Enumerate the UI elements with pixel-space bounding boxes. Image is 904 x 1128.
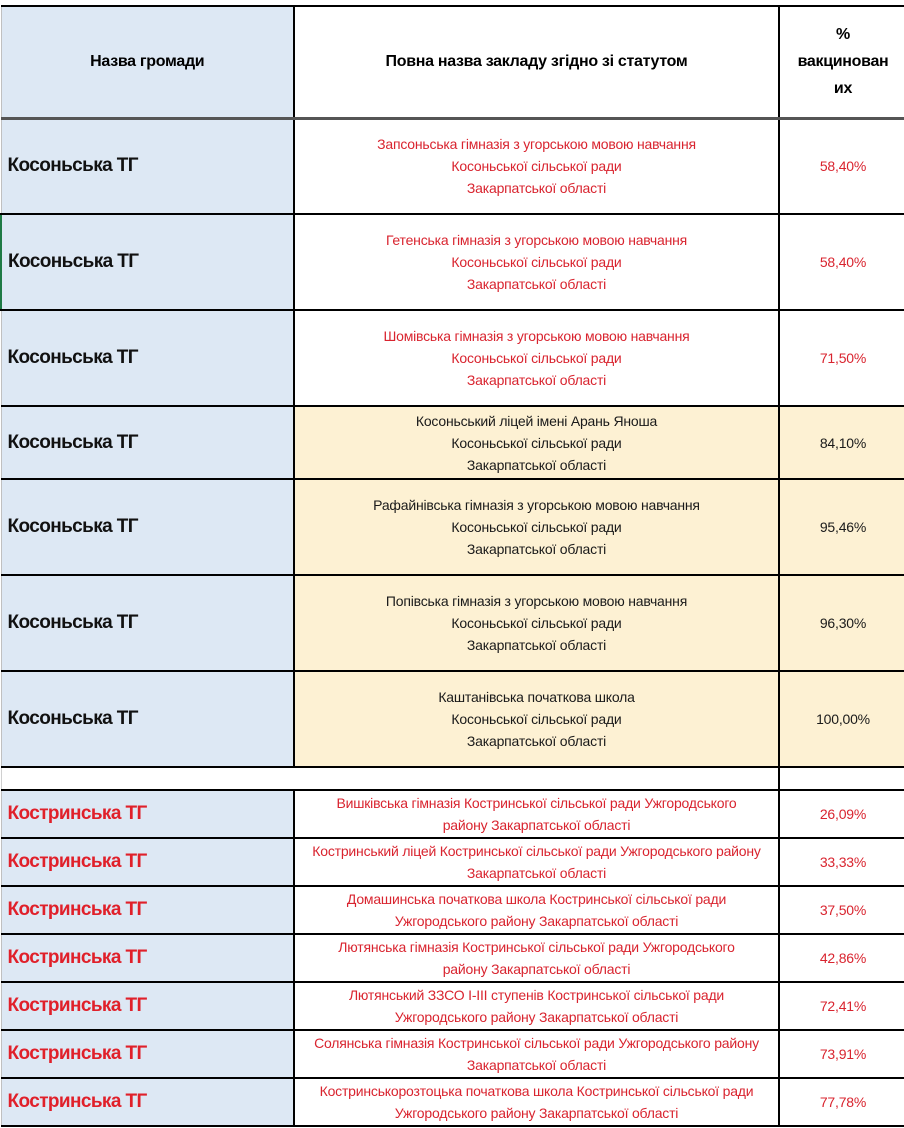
school-name-cell[interactable]	[294, 934, 779, 982]
percent-cell[interactable]: 71,50%	[779, 310, 904, 406]
school-name-cell[interactable]	[294, 310, 779, 406]
community-cell[interactable]: Косоньська ТГ	[1, 118, 294, 214]
header-percent-line: %	[836, 26, 850, 44]
school-name-line: Закарпатської області	[466, 180, 607, 197]
percent-cell[interactable]: 84,10%	[779, 406, 904, 479]
percent-cell[interactable]: 77,78%	[779, 1078, 904, 1126]
school-name-line: Вишківська гімназія Костринської сільської ради Ужгородського	[336, 795, 737, 811]
percent-cell[interactable]: 100,00%	[779, 671, 904, 767]
percent-cell[interactable]: 26,09%	[779, 790, 904, 838]
school-name-line: Закарпатської області	[466, 637, 607, 653]
school-name-line: Шомівська гімназія з угорською мовою навчання	[383, 328, 690, 344]
community-cell[interactable]: Костринська ТГ	[1, 1078, 294, 1126]
community-cell[interactable]: Косоньська ТГ	[1, 575, 294, 671]
school-name-line: Закарпатської області	[466, 456, 607, 473]
school-name-line: Косоньської сільської ради	[451, 615, 622, 631]
percent-cell[interactable]: 37,50%	[779, 886, 904, 934]
school-name-cell[interactable]	[294, 886, 779, 934]
school-name-line: Косоньської сільської ради	[451, 519, 622, 535]
school-name-line: Косоньської сільської ради	[451, 711, 622, 727]
community-cell[interactable]: Костринська ТГ	[1, 1030, 294, 1078]
community-cell[interactable]: Косоньська ТГ	[1, 479, 294, 575]
school-name-line: Закарпатської області	[466, 733, 607, 749]
school-name-line: Закарпатської області	[466, 865, 607, 881]
school-name-line: Закарпатської області	[466, 372, 607, 388]
table-row	[1, 934, 904, 982]
school-name-line: Ужгородського району Закарпатської області	[394, 913, 679, 929]
percent-cell[interactable]: 42,86%	[779, 934, 904, 982]
school-name-line: Закарпатської області	[466, 276, 607, 292]
school-name-line: Косоньської сільської ради	[451, 434, 622, 451]
header-percent-line: вакцинован	[797, 53, 889, 71]
school-name-line: Косоньської сільської ради	[451, 350, 622, 366]
school-name-line: Косоньський ліцей імені Арань Яноша	[415, 412, 658, 429]
school-name-line: району Закарпатської області	[442, 817, 631, 833]
school-name-line: Костринськорозтоцька початкова школа Костринської сільської ради	[319, 1083, 754, 1099]
community-cell[interactable]: Косоньська ТГ	[1, 406, 294, 479]
community-cell[interactable]: Костринська ТГ	[1, 886, 294, 934]
school-name-cell[interactable]	[294, 1078, 779, 1126]
percent-cell[interactable]: 95,46%	[779, 479, 904, 575]
school-name-line: Закарпатської області	[466, 541, 607, 557]
school-name-cell[interactable]	[294, 575, 779, 671]
community-cell[interactable]: Косоньська ТГ	[1, 214, 294, 310]
school-name-line: Домашинська початкова школа Костринської сільської ради	[346, 891, 727, 907]
school-name-cell[interactable]	[294, 1030, 779, 1078]
percent-cell[interactable]: 58,40%	[779, 118, 904, 214]
table-row	[1, 479, 904, 575]
table-row	[1, 838, 904, 886]
community-cell[interactable]: Костринська ТГ	[1, 838, 294, 886]
school-name-line: Костринський ліцей Костринської сільської ради Ужгородського району	[312, 843, 761, 859]
header-row	[1, 6, 904, 118]
header-percent[interactable]	[779, 6, 904, 118]
table-row	[1, 310, 904, 406]
community-cell[interactable]: Косоньська ТГ	[1, 671, 294, 767]
school-name-cell[interactable]	[294, 118, 779, 214]
school-name-cell[interactable]	[294, 790, 779, 838]
school-name-cell[interactable]	[294, 838, 779, 886]
table-row	[1, 886, 904, 934]
school-name-line: Лютянський ЗЗСО I-III ступенів Костринської сільської ради	[348, 987, 725, 1003]
school-name-line: Запсоньська гімназія з угорською мовою навчання	[377, 136, 696, 153]
table-row	[1, 406, 904, 479]
school-name-line: району Закарпатської області	[442, 961, 631, 977]
school-name-cell[interactable]	[294, 982, 779, 1030]
table-row	[1, 1030, 904, 1078]
community-cell[interactable]: Костринська ТГ	[1, 790, 294, 838]
school-name-line: Каштанівська початкова школа	[438, 689, 635, 705]
empty-cell[interactable]	[1, 767, 779, 790]
table-row	[1, 118, 904, 214]
school-name-line: Косоньської сільської ради	[451, 158, 622, 175]
community-cell[interactable]: Костринська ТГ	[1, 934, 294, 982]
percent-cell[interactable]: 96,30%	[779, 575, 904, 671]
school-name-line: Солянська гімназія Костринської сільської ради Ужгородського району	[314, 1035, 759, 1051]
table-row	[1, 671, 904, 767]
header-school-name[interactable]: Повна назва закладу згідно зі статутом	[294, 6, 779, 118]
vaccination-table	[0, 5, 904, 1127]
separator-row	[1, 767, 904, 790]
header-community[interactable]: Назва громади	[1, 6, 294, 118]
table-row	[1, 982, 904, 1030]
percent-cell[interactable]: 72,41%	[779, 982, 904, 1030]
school-name-line: Рафайнівська гімназія з угорською мовою навчання	[373, 497, 700, 513]
school-name-cell[interactable]	[294, 214, 779, 310]
empty-cell[interactable]	[779, 767, 904, 790]
school-name-line: Гетенська гімназія з угорською мовою навчання	[385, 232, 688, 248]
school-name-line: Косоньської сільської ради	[451, 254, 622, 270]
school-name-cell[interactable]	[294, 406, 779, 479]
table-row	[1, 214, 904, 310]
community-cell[interactable]: Костринська ТГ	[1, 982, 294, 1030]
school-name-line: Лютянська гімназія Костринської сільської ради Ужгородського	[338, 939, 735, 955]
school-name-line: Ужгородського району Закарпатської області	[394, 1009, 679, 1025]
school-name-cell[interactable]	[294, 671, 779, 767]
school-name-line: Закарпатської області	[466, 1057, 607, 1073]
percent-cell[interactable]: 73,91%	[779, 1030, 904, 1078]
school-name-line: Ужгородського району Закарпатської області	[394, 1105, 679, 1121]
school-name-line: Попівська гімназія з угорською мовою навчання	[385, 593, 688, 609]
table-row	[1, 790, 904, 838]
table-row	[1, 575, 904, 671]
community-cell[interactable]: Косоньська ТГ	[1, 310, 294, 406]
table-row	[1, 1078, 904, 1126]
percent-cell[interactable]: 33,33%	[779, 838, 904, 886]
header-percent-line: их	[833, 80, 853, 98]
school-name-cell[interactable]	[294, 479, 779, 575]
percent-cell[interactable]: 58,40%	[779, 214, 904, 310]
